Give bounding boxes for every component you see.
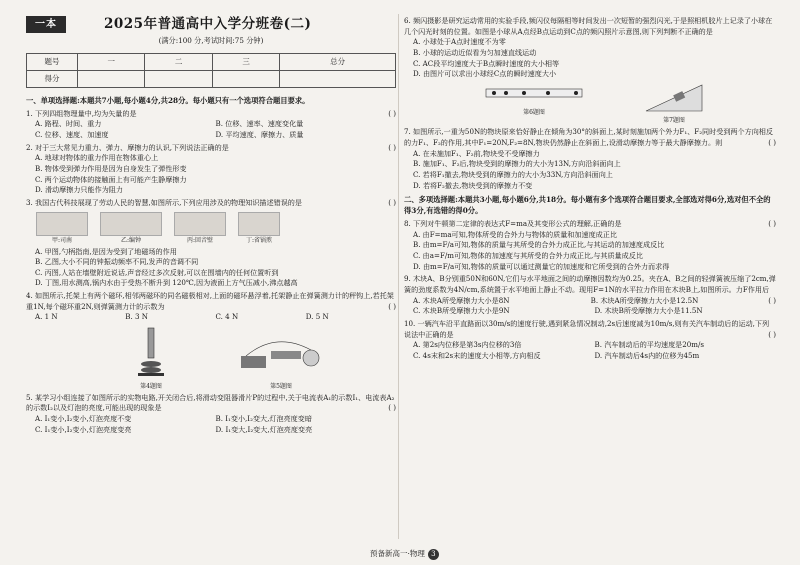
section-1-heading: 一、单项选择题:本题共7小题,每小题4分,共28分。每小题只有一个选项符合题目要求。 bbox=[26, 95, 310, 105]
spring-scale-diagram bbox=[126, 326, 176, 378]
question-5 bbox=[26, 393, 396, 436]
answer-paren: ( ) bbox=[388, 301, 396, 311]
circuit-diagram bbox=[236, 326, 326, 378]
answer-paren: ( ) bbox=[768, 295, 776, 305]
series-tag: 一本 bbox=[26, 16, 66, 33]
option: D. 由m=F/a可知,物体的质量可以通过测量它的加速度和它所受到的合外力而求得 bbox=[413, 261, 670, 271]
score-cell: 总分 bbox=[280, 53, 396, 70]
question-stem: 5. 某学习小组连接了如图所示的实物电路,开关闭合后,将滑动变阻器滑片P的过程中,关于电流表A₁的示数I₁、电流表A₂的示数I₂以及灯泡的亮度,可能出现的现象是 bbox=[26, 392, 395, 413]
option: B. 位移、速率、速度变化量 bbox=[215, 119, 304, 129]
question-stem: 10. 一辆汽车沿平直路面以30m/s的速度行驶,遇到紧急情况制动,2s后速度减为10m/s,则有关汽车制动后的运动,下列说法中正确的是 bbox=[404, 318, 770, 339]
column-divider bbox=[398, 14, 399, 539]
option: B. 乙图,大小不同的钟振动频率不同,发声的音调不同 bbox=[35, 257, 199, 267]
question-stem: 7. 如图所示,一重为50N的物块原来恰好静止在倾角为30°的斜面上,某时刻施加两个外力F₁、F₂同时受到两个方向相反的力F₁、F₂的作用,其中F₁=20N,F₂=8N,物块仍然静止在斜面上,设滑动摩擦力等于最大静摩擦力。则 bbox=[404, 127, 773, 148]
question-stem: 1. 下列四组物理量中,均为矢量的是 bbox=[26, 108, 137, 118]
footer-text: 预备新高一·物理 bbox=[370, 549, 425, 558]
question-stem: 3. 我国古代科技展现了劳动人民的智慧,如图所示,下列应用涉及的物理知识描述错误的是 bbox=[26, 197, 302, 207]
section-2-heading: 二、多项选择题:本题共3小题,每小题6分,共18分。每小题有多个选项符合题目要求,全部选对得6分,选对但不全的得3分,有选错的得0分。 bbox=[404, 195, 771, 216]
question-stem: 2. 对于三大常见力重力、弹力、摩擦力的认识,下列说法正确的是 bbox=[26, 142, 229, 152]
option: B. I₁变小,I₂变大,灯泡亮度变暗 bbox=[215, 413, 312, 423]
question-stem: 9. 木块A、B分别重50N和60N,它们与水平地面之间的动摩擦因数均为0.25。夹在A、B之间的轻弹簧被压缩了2cm,弹簧的劲度系数为4N/cm,系统置于水平地面上静止不动。现用F=1N的水平拉力作用在木块B上,如图所示。力F作用后 bbox=[404, 274, 776, 295]
answer-paren: ( ) bbox=[388, 197, 396, 207]
exam-subtitle: (满分:100 分,考试时间:75 分钟) bbox=[158, 36, 264, 45]
option: B. 物体受到弹力作用是因为自身发生了弹性形变 bbox=[35, 163, 187, 173]
score-header-row bbox=[27, 53, 396, 70]
option: B. 小球的运动近似看为匀加速直线运动 bbox=[413, 47, 537, 57]
score-cell: 三 bbox=[212, 53, 279, 70]
score-table bbox=[26, 53, 396, 88]
score-cell: 二 bbox=[145, 53, 212, 70]
option: C. 木块B所受摩擦力大小是9N bbox=[413, 306, 510, 316]
answer-paren: ( ) bbox=[768, 219, 776, 229]
option: A. 甲图,勺柄指南,是因为受到了地磁场的作用 bbox=[35, 246, 177, 256]
question-stem: 4. 如图所示,托架上有两个磁环,相邻两磁环的同名磁极相对,上面的磁环悬浮着,托架静止在弹簧测力计的秤钩上,若托架重1N,每个磁环重2N,则弹簧测力计的示数为 bbox=[26, 291, 394, 311]
option: A. I₁变小,I₂变小,灯泡亮度不变 bbox=[35, 413, 132, 423]
question-4 bbox=[26, 291, 396, 391]
option: D. 由图片可以求出小球经C点的瞬时速度大小 bbox=[413, 69, 557, 79]
option: A. 木块A所受摩擦力大小是8N bbox=[413, 295, 510, 305]
option: C. 由a=F/m可知,物体的加速度与其所受的合外力成正比,与其质量成反比 bbox=[413, 251, 643, 261]
figure-3-images bbox=[26, 212, 396, 245]
option: B. 木块A所受摩擦力大小是12.5N bbox=[590, 295, 699, 305]
question-8 bbox=[404, 219, 776, 272]
score-blank[interactable] bbox=[212, 70, 279, 87]
option: C. 4 N bbox=[215, 312, 239, 322]
question-stem: 8. 下列对牛顿第二定律的表达式F=ma及其变形公式的理解,正确的是 bbox=[404, 219, 622, 229]
figure-5: 第5题图 bbox=[236, 326, 326, 391]
answer-paren: ( ) bbox=[388, 108, 396, 118]
option: D. 若将F₂撤去,物块受到的摩擦力不变 bbox=[413, 180, 533, 190]
right-column bbox=[404, 14, 776, 362]
answer-paren: ( ) bbox=[768, 138, 776, 148]
score-row bbox=[27, 70, 396, 87]
option: C. 丙图,人站在墙壁附近说话,声音经过多次反射,可以在围墙内的任何位置听到 bbox=[35, 267, 279, 277]
option: B. 汽车制动后的平均速度是20m/s bbox=[594, 340, 705, 350]
option: B. 3 N bbox=[125, 312, 148, 322]
score-cell: 一 bbox=[78, 53, 145, 70]
figure-6-7 bbox=[404, 83, 776, 126]
option: D. I₁变大,I₂变大,灯泡亮度变亮 bbox=[215, 424, 313, 434]
option: D. 汽车制动后4s内的位移为45m bbox=[594, 350, 700, 360]
figure-image: 丁:省锅煎 bbox=[238, 212, 280, 245]
option: C. 若将F₁撤去,物块受到的摩擦力的大小为33N,方向沿斜面向上 bbox=[413, 170, 613, 180]
page-number: 3 bbox=[428, 549, 439, 560]
page-footer bbox=[370, 548, 439, 560]
score-blank[interactable] bbox=[280, 70, 396, 87]
option: A. 在未施加F₁、F₂前,物块受不受摩擦力 bbox=[413, 148, 540, 158]
question-1 bbox=[26, 109, 396, 141]
question-stem: 6. 频闪摄影是研究运动常用的实验手段,频闪仪每隔相等时间发出一次短暂的强烈闪光,于是照相机胶片上记录了小球在几个闪光时刻的位置。如图是小球从A点经B点运动到C点的频闪照片示意图,则下列判断不正确的是 bbox=[404, 16, 773, 36]
exam-title: 2025年普通高中入学分班卷(二) bbox=[104, 16, 312, 32]
figure-6: 第6题图 bbox=[484, 83, 584, 126]
question-3 bbox=[26, 198, 396, 289]
question-7 bbox=[404, 127, 776, 191]
option: C. 位移、速度、加速度 bbox=[35, 130, 109, 140]
option: C. I₁变小,I₂变小,灯泡亮度变亮 bbox=[35, 424, 132, 434]
option: D. 丁图,用水测高,锅内水由于受热不断升到 120℃,因为液面上方气压减小,沸点越高 bbox=[35, 278, 298, 288]
figure-image: 乙:编钟 bbox=[100, 212, 162, 245]
option: D. 平均速度、摩擦力、质量 bbox=[215, 130, 304, 140]
option: A. 路程、时间、重力 bbox=[35, 119, 102, 129]
figure-4: 第4题图 bbox=[126, 326, 176, 391]
option: B. 由m=F/a可知,物体的质量与其所受的合外力成正比,与其运动的加速度成反比 bbox=[413, 240, 665, 250]
question-6 bbox=[404, 16, 776, 125]
figure-4-5 bbox=[26, 326, 396, 391]
option: C. AC段平均速度大于B点瞬时速度的大小相等 bbox=[413, 58, 560, 68]
option: B. 施加F₁、F₂后,物块受到的摩擦力的大小为13N,方向沿斜面向上 bbox=[413, 159, 621, 169]
score-blank[interactable] bbox=[145, 70, 212, 87]
option: D. 木块B所受摩擦力大小是11.5N bbox=[594, 306, 703, 316]
question-2 bbox=[26, 143, 396, 196]
incline-diagram bbox=[644, 83, 704, 113]
answer-paren: ( ) bbox=[768, 329, 776, 339]
figure-image: 甲:司南 bbox=[36, 212, 88, 245]
strobe-photo-diagram bbox=[484, 83, 584, 105]
score-blank[interactable] bbox=[78, 70, 145, 87]
option: D. 5 N bbox=[305, 312, 329, 322]
option: C. 两个运动物体的接触面上有可能产生静摩擦力 bbox=[35, 174, 187, 184]
score-label: 得分 bbox=[27, 70, 78, 87]
header bbox=[26, 14, 396, 38]
option: A. 第2s内位移是第3s内位移的3倍 bbox=[413, 340, 522, 350]
answer-paren: ( ) bbox=[388, 142, 396, 152]
option: A. 1 N bbox=[35, 312, 58, 322]
option: C. 4s末和2s末的速度大小相等,方向相反 bbox=[413, 350, 541, 360]
option: A. 小球处于A点时速度不为零 bbox=[413, 37, 506, 47]
answer-paren: ( ) bbox=[388, 403, 396, 413]
score-cell: 题号 bbox=[27, 53, 78, 70]
option: A. 地球对物体的重力作用在物体重心上 bbox=[35, 153, 159, 163]
question-9 bbox=[404, 274, 776, 317]
question-10 bbox=[404, 319, 776, 362]
option: D. 滑动摩擦力只能作为阻力 bbox=[35, 185, 123, 195]
figure-image: 丙:回音壁 bbox=[174, 212, 226, 245]
option: A. 由F=ma可知,物体所受的合外力与物体的质量和加速度成正比 bbox=[413, 229, 617, 239]
figure-7: 第7题图 bbox=[644, 83, 704, 126]
left-column bbox=[26, 14, 396, 435]
